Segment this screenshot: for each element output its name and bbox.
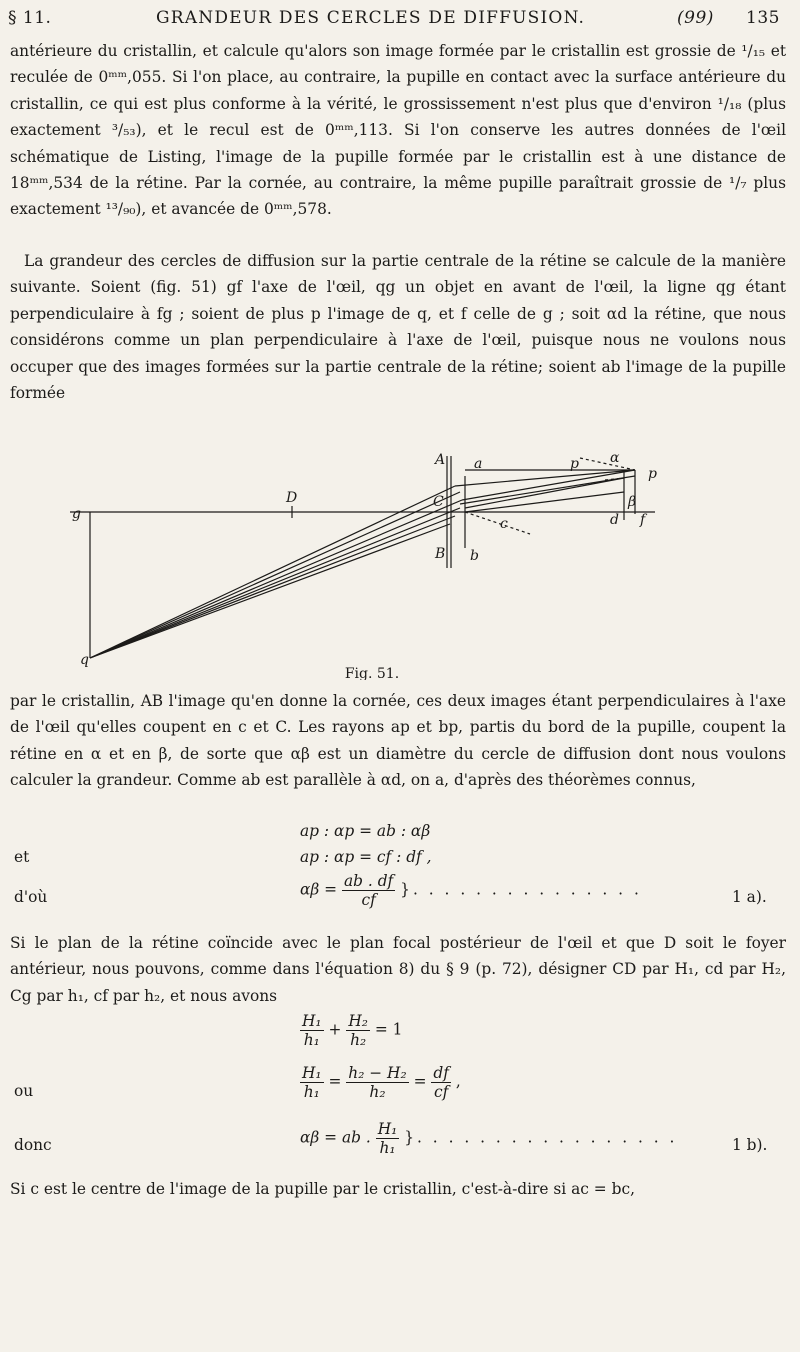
label-g: g xyxy=(72,506,81,522)
eqb-H1: H₁ xyxy=(302,1012,322,1030)
label-p-small: p xyxy=(570,456,579,472)
equation-ratio-1: ap : αp = ab : αβ xyxy=(300,822,431,840)
eqb-h1-b: h₁ xyxy=(303,1083,320,1101)
label-f: f xyxy=(640,512,646,528)
label-q: q xyxy=(80,652,89,668)
label-A: A xyxy=(435,452,446,468)
section-number: § 11. xyxy=(8,8,52,28)
eq1b-h1: h₁ xyxy=(379,1139,396,1157)
label-B: B xyxy=(435,546,446,562)
connector-ou: ou xyxy=(14,1082,34,1100)
equation-tag-1b: 1 b). xyxy=(732,1136,768,1154)
equation-lens-sum xyxy=(300,1012,402,1049)
eq1a-numerator: ab . df xyxy=(344,872,394,890)
label-b: b xyxy=(470,548,479,564)
eqb-df: df xyxy=(433,1064,449,1082)
running-title: GRANDEUR DES CERCLES DE DIFFUSION. xyxy=(156,8,586,28)
figure-51 xyxy=(60,448,680,680)
eq1a-lhs: αβ = xyxy=(300,880,338,899)
eqb-h1: h₁ xyxy=(303,1031,320,1049)
paragraph-1 xyxy=(10,38,786,223)
label-c: c xyxy=(500,516,508,532)
eqb-h2-b: h₂ xyxy=(369,1083,386,1101)
label-d: d xyxy=(610,512,619,528)
eq1b-lhs: αβ = ab . xyxy=(300,1128,371,1147)
eqb-equals-one: = 1 xyxy=(374,1020,403,1039)
label-C: C xyxy=(433,494,444,510)
connector-dou: d'où xyxy=(14,888,48,906)
eq1a-denominator: cf xyxy=(361,891,376,909)
equation-ratio-df: $\frac{\text{H₁}}{\text{h₁}}$ = $\frac{\text{h₂ − H₂}}{\text{h₂}}$ = $\frac{df}{cf}$ , xyxy=(302,1064,461,1101)
label-p: p xyxy=(648,466,657,482)
equation-tag-1a: 1 a). xyxy=(732,888,767,906)
original-page-ref: (99) xyxy=(677,8,714,28)
label-a: a xyxy=(474,456,483,472)
label-D: D xyxy=(286,490,298,506)
running-header xyxy=(8,6,782,36)
paragraph-5-text: Si c est le centre de l'image de la pupille par le cristallin, c'est-à-dire si ac = bc, xyxy=(10,1180,635,1198)
eq1b-H1: H₁ xyxy=(377,1120,398,1138)
equation-1a: αβ = $\frac{ab . df}{cf}$ }. . . . . . . . . . . . . . . xyxy=(300,872,642,909)
eqb-plus: + xyxy=(328,1020,342,1039)
figure-caption: Fig. 51. xyxy=(344,666,400,680)
eqb-H1-b: H₁ xyxy=(302,1064,322,1082)
connector-et: et xyxy=(14,848,30,866)
eq1a-fraction xyxy=(342,872,395,909)
paragraph-3-text: par le cristallin, AB l'image qu'en donne la cornée, ces deux images étant perpendiculaires à l'axe de l'œil qu'elles coupent en c et C. Les rayons ap et bp, partis du bord de la pupille, coupent la rétine en α et en β, de sorte que αβ est un diamètre du cercle de diffusion dont nous voulons calculer la grandeur. Comme ab est parallèle à αd, on a, d'après des théorèmes connus, xyxy=(10,692,786,790)
paragraph-3 xyxy=(10,688,786,794)
label-beta: β xyxy=(628,494,637,510)
paragraph-4-text: Si le plan de la rétine coïncide avec le plan focal postérieur de l'œil et que D soit le foyer antérieur, nous pouvons, comme dans l'équation 8) du § 9 (p. 72), désigner CD par H₁, cd par H₂, Cg par h₁, cf par h₂, et nous avons xyxy=(10,934,786,1005)
paragraph-5 xyxy=(10,1176,786,1202)
eqb-H2: H₂ xyxy=(348,1012,368,1030)
label-alpha: α xyxy=(610,450,620,466)
eqb-h2: h₂ xyxy=(350,1031,367,1049)
eqb-cf: cf xyxy=(433,1083,449,1101)
paragraph-4 xyxy=(10,930,786,1009)
connector-donc: donc xyxy=(14,1136,52,1154)
eqb-num2: h₂ − H₂ xyxy=(348,1064,407,1082)
paragraph-1-text: antérieure du cristallin, et calcule qu'alors son image formée par le cristallin est grossie de ¹/₁₅ et reculée de 0ᵐᵐ,055. Si l'on place, au contraire, la pupille en contact avec la surface antérieure du cristallin, ce qui est plus conforme à la vérité, le grossissement n'est plus que d'environ ¹/₁₈ (plus exactement ³/₅₃), et le recul est de 0ᵐᵐ,113. Si l'on conserve les autres données de l'œil schématique de Listing, l'image de la pupille formée par le cristallin est à une distance de 18ᵐᵐ,534 de la rétine. Par la cornée, au contraire, la même pupille paraîtrait grossie de ¹/₇ plus exactement ¹³/₉₀), et avancée de 0ᵐᵐ,578. xyxy=(10,42,786,219)
equation-1b: αβ = ab . $\frac{\text{H₁}}{\text{h₁}}$ }. . . . . . . . . . . . . . . . . xyxy=(300,1120,678,1157)
paragraph-2 xyxy=(10,248,786,406)
page-number: 135 xyxy=(746,8,780,28)
paragraph-2-text: La grandeur des cercles de diffusion sur la partie centrale de la rétine se calcule de la manière suivante. Soient (fig. 51) gf l'axe de l'œil, qg un objet en avant de l'œil, la ligne qg étant perpendiculaire à fg ; soient de plus p l'image de q, et f celle de g ; soit αd la rétine, que nous considérons comme un plan perpendiculaire à l'axe de l'œil, puisque nous ne voulons nous occuper que des images formées sur la partie centrale de la rétine; soient ab l'image de la pupille formée xyxy=(10,252,786,403)
equation-ratio-2: ap : αp = cf : df , xyxy=(300,848,432,866)
